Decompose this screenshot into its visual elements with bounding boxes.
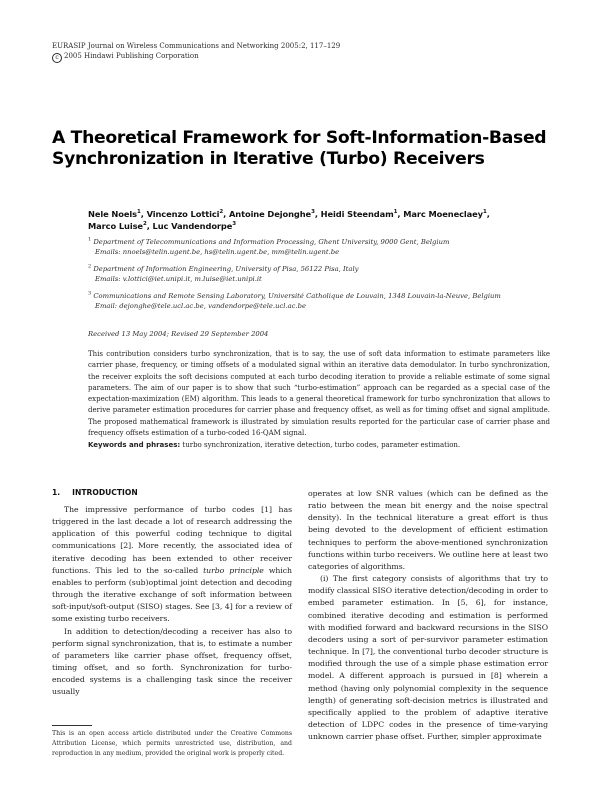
affiliation-2: $^2$ Department of Information Engineering, University of Pisa, 56122 Pisa, Italy Emails: v.lottici@iet.unipi.it, m.luise@iet.unipi.it [88,264,548,284]
paper-title [52,128,572,170]
paragraph: In addition to detection/decoding a receiver has also to perform signal synchronization, that is, to estimate a number of parameters like carrier phase offset, frequency offset, timing offset, and so forth. Synchronization for turbo-encoded systems is a challenging task since the receiver usually [52,626,292,697]
author: Marco Luise$^2$, [88,221,153,231]
author-list [88,208,528,232]
paragraph: operates at low SNR values (which can be defined as the ratio between the mean bit energy and the noise spectral density). In the technical literature a great effort is thus being devoted to the development of efficient estimation techniques to perform the above-mentioned synchronization functions within turbo receivers. We outline here at least two categories of algorithms. [308,489,548,571]
paragraph: The impressive performance of turbo codes [1] has triggered in the last decade a lot of research addressing the application of this powerful coding technique to digital communications [2]. More recently, the associated idea of iterative decoding has been extended to other receiver functions. This led to the so-called turbo principle which enables to perform (sub)optimal joint detection and decoding through the iterative exchange of soft information between soft-input/soft-output (SISO) stages. See [3, 4] for a review of some existing turbo receivers. [52,505,293,624]
affiliation-1: $^1$ Department of Telecommunications and Information Processing, Ghent University, 9000 Gent, Belgium Emails: nnoels@telin.ugent.be, hs@telin.ugent.be, mm@telin.ugent.be [88,237,548,257]
author: Vincenzo Lottici$^2$, [146,209,229,219]
affiliation-3-emails: Email: dejonghe@tele.ucl.ac.be, vandendorpe@tele.ucl.ac.be [95,302,307,310]
left-column [52,504,292,699]
journal-citation: EURASIP Journal on Wireless Communications and Networking 2005:2, 117–129 [52,42,341,50]
section-number: 1. [52,488,61,497]
copyright-text: 2005 Hindawi Publishing Corporation [64,52,199,60]
keywords-label: Keywords and phrases: [88,441,181,449]
affiliation-3: $^3$ Communications and Remote Sensing Laboratory, Université Catholique de Louvain, 1348 Louvain-la-Neuve, Belgium Email: dejonghe@tele.ucl.ac.be, vandendorpe@tele.ucl.ac.be [88,291,548,311]
copyright-line [52,51,199,63]
title-line-2: Synchronization in Iterative (Turbo) Receivers [52,149,485,169]
keywords-text: turbo synchronization, iterative detection, turbo codes, parameter estimation. [180,441,461,449]
author: Nele Noels$^1$, [88,209,147,219]
author: Antoine Dejonghe$^3$, [228,209,321,219]
license-footnote: This is an open access article distributed under the Creative Commons Attribution License, which permits unrestricted use, distribution, and reproduction in any medium, provided the original work is properly cited. [52,730,292,757]
received-dates: Received 13 May 2004; Revised 29 September 2004 [88,330,269,338]
author: Heidi Steendam$^1$, [320,209,404,219]
section-title: INTRODUCTION [72,488,138,497]
author: Luc Vandendorpe$^3$ [152,221,237,231]
paragraph: (i) The first category consists of algorithms that try to modify classical SISO iterative detection/decoding in order to embed parameter estimation. In [5, 6], for instance, combined iterative decoding and estimation is performed with modified forward and backward recursions in the SISO decoders using a sort of per-survivor parameter estimation technique. In [7], the conventional turbo decoder structure is modified through the use of a simple phase estimation error model. A different approach is pursued in [8] wherein a method (having only polynomial complexity in the sequence length) of generating soft-decision metrics is illustrated and specifically applied to the problem of adaptive iterative detection of LDPC codes in the presence of time-varying unknown carrier phase offset. Further, simpler approximate [308,574,548,742]
affiliation-1-emails: Emails: nnoels@telin.ugent.be, hs@telin.ugent.be, mm@telin.ugent.be [95,248,340,256]
right-column [308,488,548,743]
abstract: This contribution considers turbo synchronization, that is to say, the use of soft data information to estimate parameters like carrier phase, frequency, or timing offsets of a modulated signal within an iterative data demodulator. In turbo synchronization, the receiver exploits the soft decisions computed at each turbo decoding iteration to provide a reliable estimate of some signal parameters. The aim of our paper is to show that such “turbo-estimation” approach can be regarded as a special case of the expectation-maximization (EM) algorithm. This leads to a general theoretical framework for turbo synchronization that allows to derive parameter estimation procedures for carrier phase and frequency offset, as well as for timing offset and signal amplitude. The proposed mathematical framework is illustrated by simulation results reported for the particular case of carrier phase and frequency offsets estimation of a turbo-coded 16-QAM signal. [88,350,550,438]
author: Marc Moeneclaey$^1$, [403,209,490,219]
keywords [88,440,550,450]
section-heading [52,488,138,497]
footnote-divider [52,725,92,726]
affiliation-2-emails: Emails: v.lottici@iet.unipi.it, m.luise@iet.unipi.it [95,275,262,283]
copyright-icon: c [52,53,62,63]
title-line-1: A Theoretical Framework for Soft-Information-Based [52,128,547,148]
